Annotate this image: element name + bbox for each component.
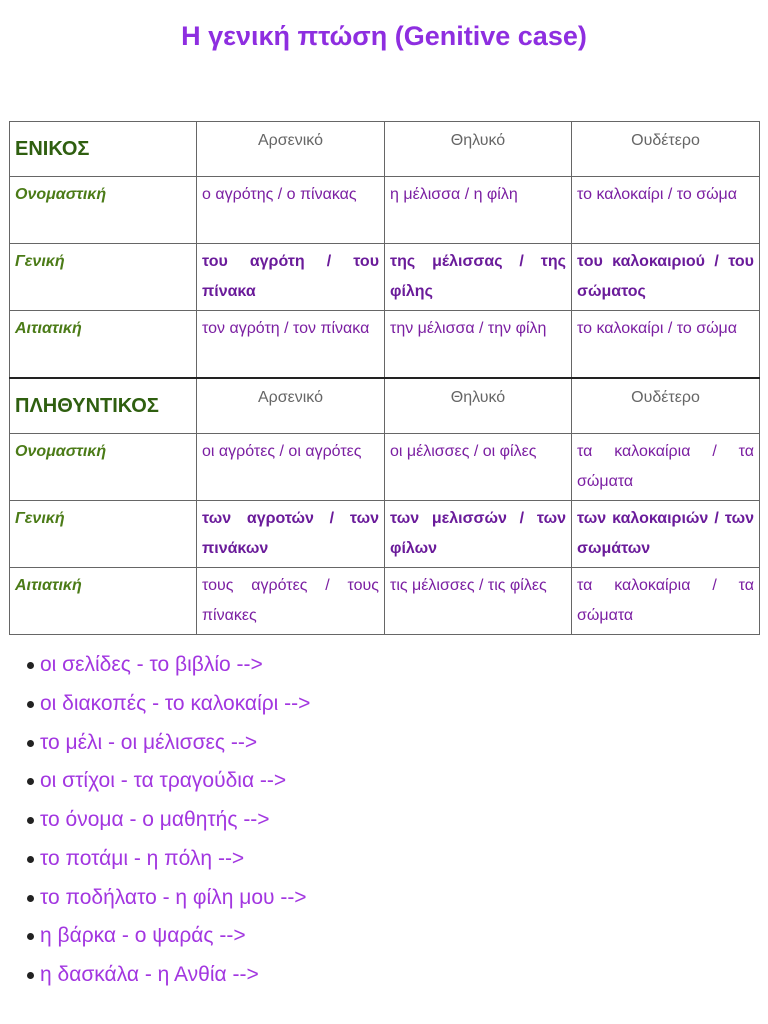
column-header-feminine: Θηλυκό <box>385 378 572 434</box>
list-item <box>0 685 768 724</box>
list-item <box>0 917 768 956</box>
bullet-icon <box>27 817 34 824</box>
exercise-text: οι στίχοι - τα τραγούδια --> <box>40 769 287 793</box>
table-cell: τον αγρότη / τον πίνακα <box>197 311 385 379</box>
row-label: Γενική <box>10 244 197 311</box>
list-item <box>0 762 768 801</box>
table-cell: των αγροτών / των πινάκων <box>197 501 385 568</box>
list-item <box>0 879 768 918</box>
exercise-text: το ποδήλατο - η φίλη μου --> <box>40 885 307 909</box>
column-header-neuter: Ουδέτερο <box>572 378 760 434</box>
column-header-feminine: Θηλυκό <box>385 122 572 177</box>
table-row-accusative-singular <box>10 311 760 379</box>
exercise-list <box>0 646 768 995</box>
table-cell: των μελισσών / των φίλων <box>385 501 572 568</box>
row-label: Αιτιατική <box>10 568 197 635</box>
exercise-text: η βάρκα - ο ψαράς --> <box>40 924 246 948</box>
table-cell: την μέλισσα / την φίλη <box>385 311 572 379</box>
bullet-icon <box>27 740 34 747</box>
row-label: Αιτιατική <box>10 311 197 379</box>
table-cell: των καλοκαιριών / των σωμάτων <box>572 501 760 568</box>
table-row-genitive-plural <box>10 501 760 568</box>
table-cell: το καλοκαίρι / το σώμα <box>572 177 760 244</box>
exercise-text: το ποτάμι - η πόλη --> <box>40 846 245 870</box>
table-cell: ο αγρότης / ο πίνακας <box>197 177 385 244</box>
exercise-text: το όνομα - ο μαθητής --> <box>40 808 270 831</box>
bullet-icon <box>27 895 34 902</box>
table-cell: οι μέλισσες / οι φίλες <box>385 434 572 501</box>
list-item <box>0 956 768 995</box>
list-item <box>0 724 768 763</box>
bullet-icon <box>27 662 34 669</box>
declension-table <box>9 121 760 635</box>
section-header-row <box>10 378 760 434</box>
section-heading-plural: ΠΛΗΘΥΝΤΙΚΟΣ <box>10 378 197 434</box>
table-cell: τα καλοκαίρια / τα σώματα <box>572 568 760 635</box>
exercise-text: η δασκάλα - η Ανθία --> <box>40 963 259 986</box>
table-cell: τους αγρότες / τους πίνακες <box>197 568 385 635</box>
bullet-icon <box>27 972 34 979</box>
table-cell: τις μέλισσες / τις φίλες <box>385 568 572 635</box>
column-header-neuter: Ουδέτερο <box>572 122 760 177</box>
list-item <box>0 646 768 685</box>
row-label: Ονομαστική <box>10 177 197 244</box>
table-cell: τα καλοκαίρια / τα σώματα <box>572 434 760 501</box>
table-cell: η μέλισσα / η φίλη <box>385 177 572 244</box>
table-cell: του αγρότη / του πίνακα <box>197 244 385 311</box>
table-cell: το καλοκαίρι / το σώμα <box>572 311 760 379</box>
list-item <box>0 840 768 879</box>
bullet-icon <box>27 778 34 785</box>
table-row-accusative-plural <box>10 568 760 635</box>
bullet-icon <box>27 933 34 940</box>
exercise-text: οι διακοπές - το καλοκαίρι --> <box>40 691 311 715</box>
table-cell: οι αγρότες / οι αγρότες <box>197 434 385 501</box>
column-header-masculine: Αρσενικό <box>197 122 385 177</box>
section-heading-singular: ΕΝΙΚΟΣ <box>10 122 197 177</box>
table-cell: της μέλισσας / της φίλης <box>385 244 572 311</box>
section-header-row <box>10 122 760 177</box>
bullet-icon <box>27 701 34 708</box>
page-title: Η γενική πτώση (Genitive case) <box>181 21 587 51</box>
row-label: Ονομαστική <box>10 434 197 501</box>
row-label: Γενική <box>10 501 197 568</box>
bullet-icon <box>27 856 34 863</box>
table-row-nominative-plural <box>10 434 760 501</box>
list-item <box>0 801 768 840</box>
exercise-text: οι σελίδες - το βιβλίο --> <box>40 653 263 676</box>
column-header-masculine: Αρσενικό <box>197 378 385 434</box>
table-row-genitive-singular <box>10 244 760 311</box>
table-cell: του καλοκαιριού / του σώματος <box>572 244 760 311</box>
exercise-text: το μέλι - οι μέλισσες --> <box>40 730 258 754</box>
table-row-nominative-singular <box>10 177 760 244</box>
